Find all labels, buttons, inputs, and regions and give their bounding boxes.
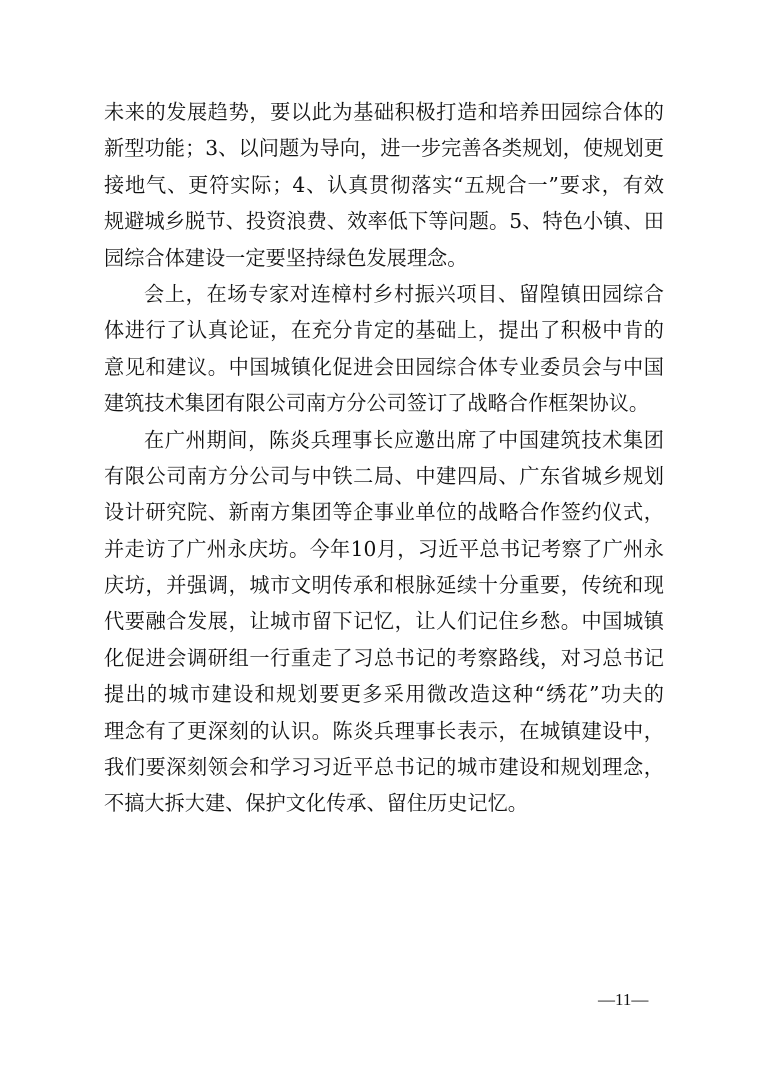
text-line: 体进行了认真论证，在充分肯定的基础上，提出了积极中肯的: [104, 318, 664, 343]
text-line: 庆坊，并强调，城市文明传承和根脉延续十分重要，传统和现: [104, 573, 664, 598]
text-line: 新型功能；3、以问题为导向，进一步完善各类规划，使规划更: [104, 136, 664, 161]
page-number: —11—: [598, 990, 649, 1009]
text-line: 规避城乡脱节、投资浪费、效率低下等问题。5、特色小镇、田: [104, 209, 664, 234]
text-line: 有限公司南方分公司与中铁二局、中建四局、广东省城乡规划: [104, 463, 664, 488]
text-line: 我们要深刻领会和学习习近平总书记的城市建设和规划理念，: [104, 755, 664, 780]
document-body: [104, 94, 664, 822]
text-line: 未来的发展趋势，要以此为基础积极打造和培养田园综合体的: [104, 100, 664, 124]
text-line: 设计研究院、新南方集团等企事业单位的战略合作签约仪式，: [104, 500, 664, 525]
text-line: 并走访了广州永庆坊。今年10月，习近平总书记考察了广州永: [104, 536, 664, 561]
text-line: 意见和建议。中国城镇化促进会田园综合体专业委员会与中国: [104, 354, 664, 379]
text-line: 园综合体建设一定要坚持绿色发展理念。: [104, 245, 468, 270]
text-line: 化促进会调研组一行重走了习总书记的考察路线，对习总书记: [104, 645, 664, 670]
text-line: 理念有了更深刻的认识。陈炎兵理事长表示，在城镇建设中，: [104, 718, 664, 743]
text-line: 代要融合发展，让城市留下记忆，让人们记住乡愁。中国城镇: [104, 609, 664, 634]
text-line: 建筑技术集团有限公司南方分公司签订了战略合作框架协议。: [104, 391, 650, 416]
text-line: 接地气、更符实际；4、认真贯彻落实“五规合一”要求，有效: [104, 172, 664, 197]
text-line: 在广州期间，陈炎兵理事长应邀出席了中国建筑技术集团: [144, 427, 664, 452]
text-line: 提出的城市建设和规划要更多采用微改造这种“绣花”功夫的: [104, 682, 664, 707]
text-line: 会上，在场专家对连樟村乡村振兴项目、留隍镇田园综合: [144, 281, 664, 306]
text-line: 不搞大拆大建、保护文化传承、留住历史记忆。: [104, 791, 528, 816]
